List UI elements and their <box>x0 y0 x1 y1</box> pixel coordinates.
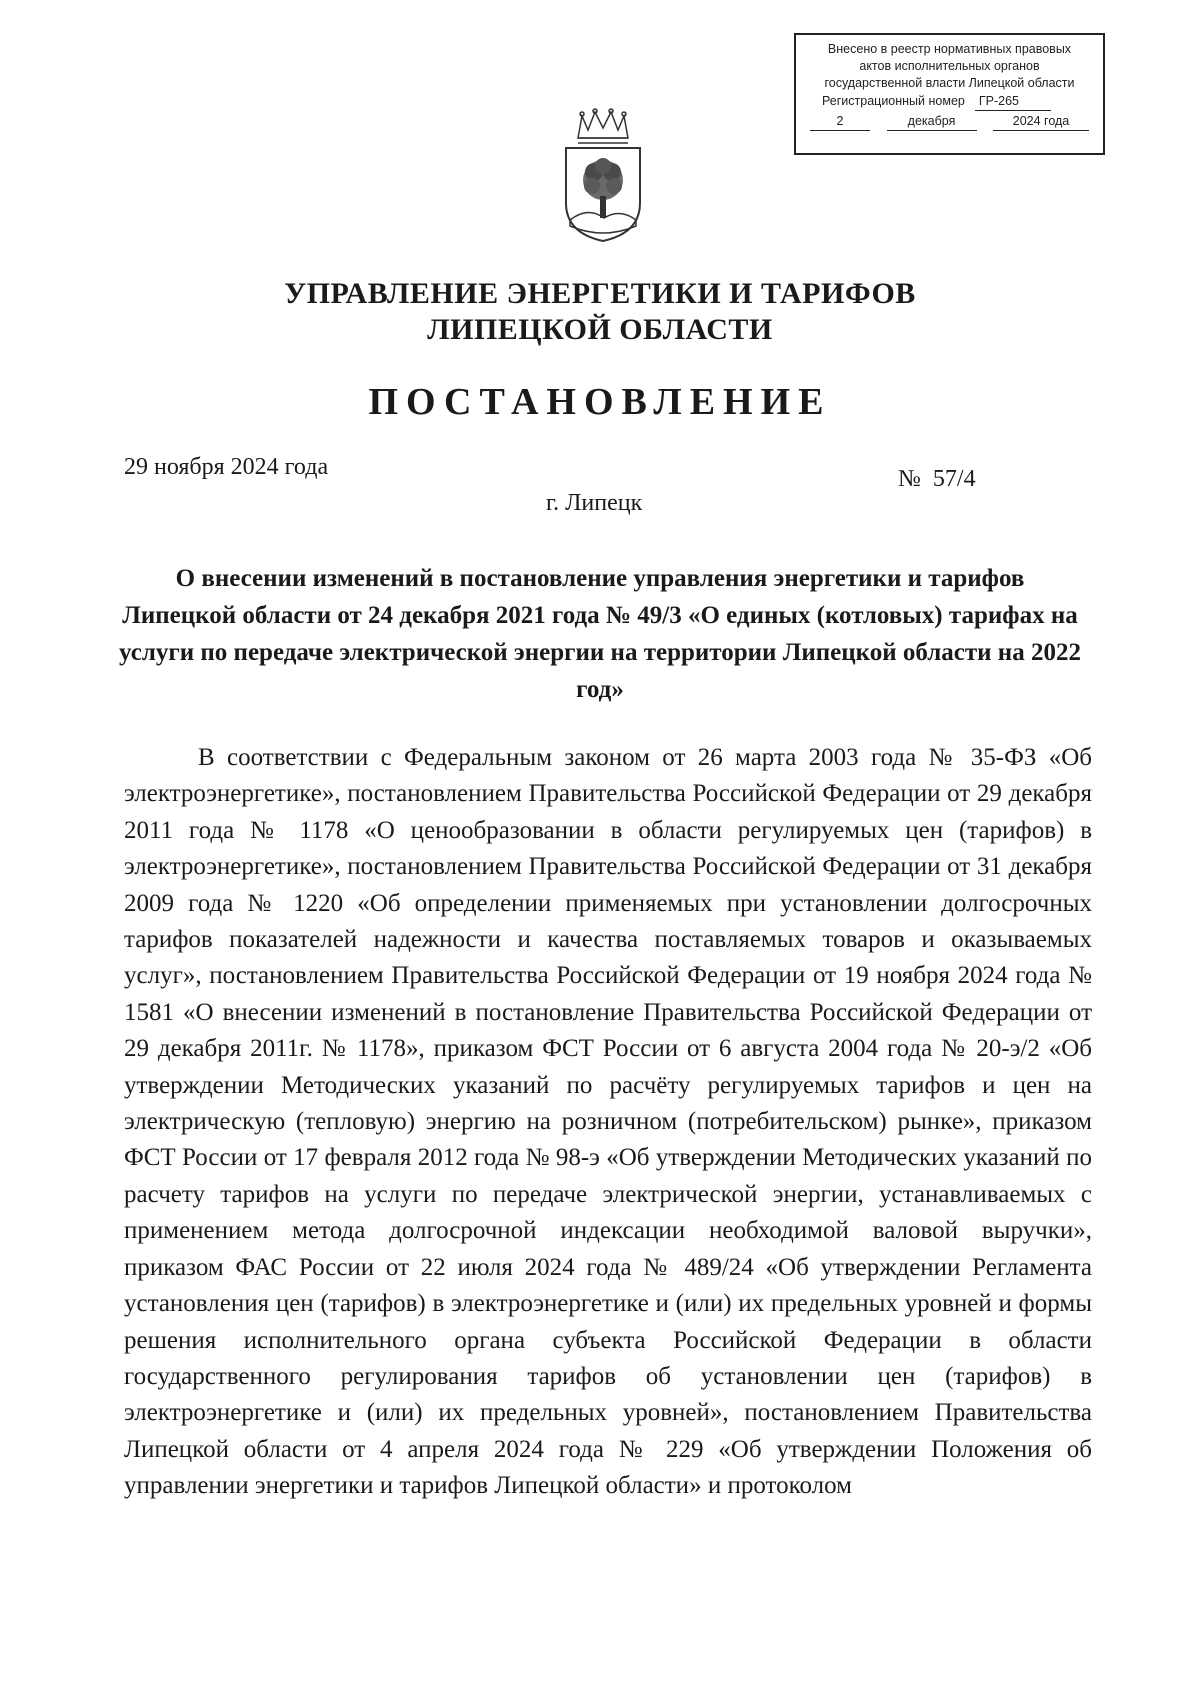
stamp-registration-row <box>806 93 1093 111</box>
coat-of-arms-icon <box>558 108 648 243</box>
organization-name-line-1: УПРАВЛЕНИЕ ЭНЕРГЕТИКИ И ТАРИФОВ <box>284 277 916 310</box>
document-type-title: ПОСТАНОВЛЕНИЕ <box>368 381 832 423</box>
stamp-month: декабря <box>887 113 977 131</box>
document-number: № 57/4 <box>898 466 976 492</box>
stamp-year: 2024 года <box>993 113 1089 131</box>
document-body-paragraph: В соответствии с Федеральным законом от 26 марта 2003 года № 35-ФЗ «Об электроэнергетике», постановлением Правительства Российской Федерации от 29 декабря 2011 года № 1178 «О ценообразовании в области регулируемых цен (тарифов) в электроэнергетике», постановлением Правительства Российской Федерации от 31 декабря 2009 года № 1220 «Об определении применяемых при установлении долгосрочных тарифов показателей надежности и качества поставляемых товаров и оказываемых услуг», постановлением Правительства Российской Федерации от 19 ноября 2024 года № 1581 «О внесении изменений в постановление Правительства Российской Федерации от 29 декабря 2011г. № 1178», приказом ФСТ России от 6 августа 2004 года № 20-э/2 «Об утверждении Методических указаний по расчёту регулируемых тарифов и цен на электрическую (тепловую) энергию на розничном (потребительском) рынке», приказом ФСТ России от 17 февраля 2012 года № 98-э «Об утверждении Методических указаний по расчету тарифов на услуги по передаче электрической энергии, устанавливаемых с применением метода долгосрочной индексации необходимой валовой выручки», приказом ФАС России от 22 июля 2024 года № 489/24 «Об утверждении Регламента установления цен (тарифов) в электроэнергетике и (или) их предельных уровней и формы решения исполнительного органа субъекта Российской Федерации в области государственного регулирования тарифов об установлении цен (тарифов) в электроэнергетике и (или) их предельных уровней», постановлением Правительства Липецкой области от 4 апреля 2024 года № 229 «Об утверждении Положения об управлении энергетики и тарифов Липецкой области» и протоколом <box>124 744 1092 1500</box>
stamp-reg-number: ГР-265 <box>975 93 1051 111</box>
document-city: г. Липецк <box>546 490 643 516</box>
stamp-day: 2 <box>810 113 870 131</box>
document-subject: О внесении изменений в постановление управления энергетики и тарифов Липецкой области от 24 декабря 2021 года № 49/3 «О единых (котловых) тарифах на услуги по передаче электрической энергии на территории Липецкой области на 2022 год» <box>119 565 1081 703</box>
organization-name-line-2: ЛИПЕЦКОЙ ОБЛАСТИ <box>427 313 773 346</box>
stamp-reg-label: Регистрационный номер <box>822 94 965 108</box>
stamp-line-3: государственной власти Липецкой области <box>824 76 1075 90</box>
stamp-line-1: Внесено в реестр нормативных правовых <box>827 42 1072 56</box>
registry-stamp <box>794 33 1105 155</box>
document-date: 29 ноября 2024 года <box>124 454 329 480</box>
stamp-date-row <box>806 113 1093 131</box>
stamp-line-2: актов исполнительных органов <box>859 59 1040 73</box>
